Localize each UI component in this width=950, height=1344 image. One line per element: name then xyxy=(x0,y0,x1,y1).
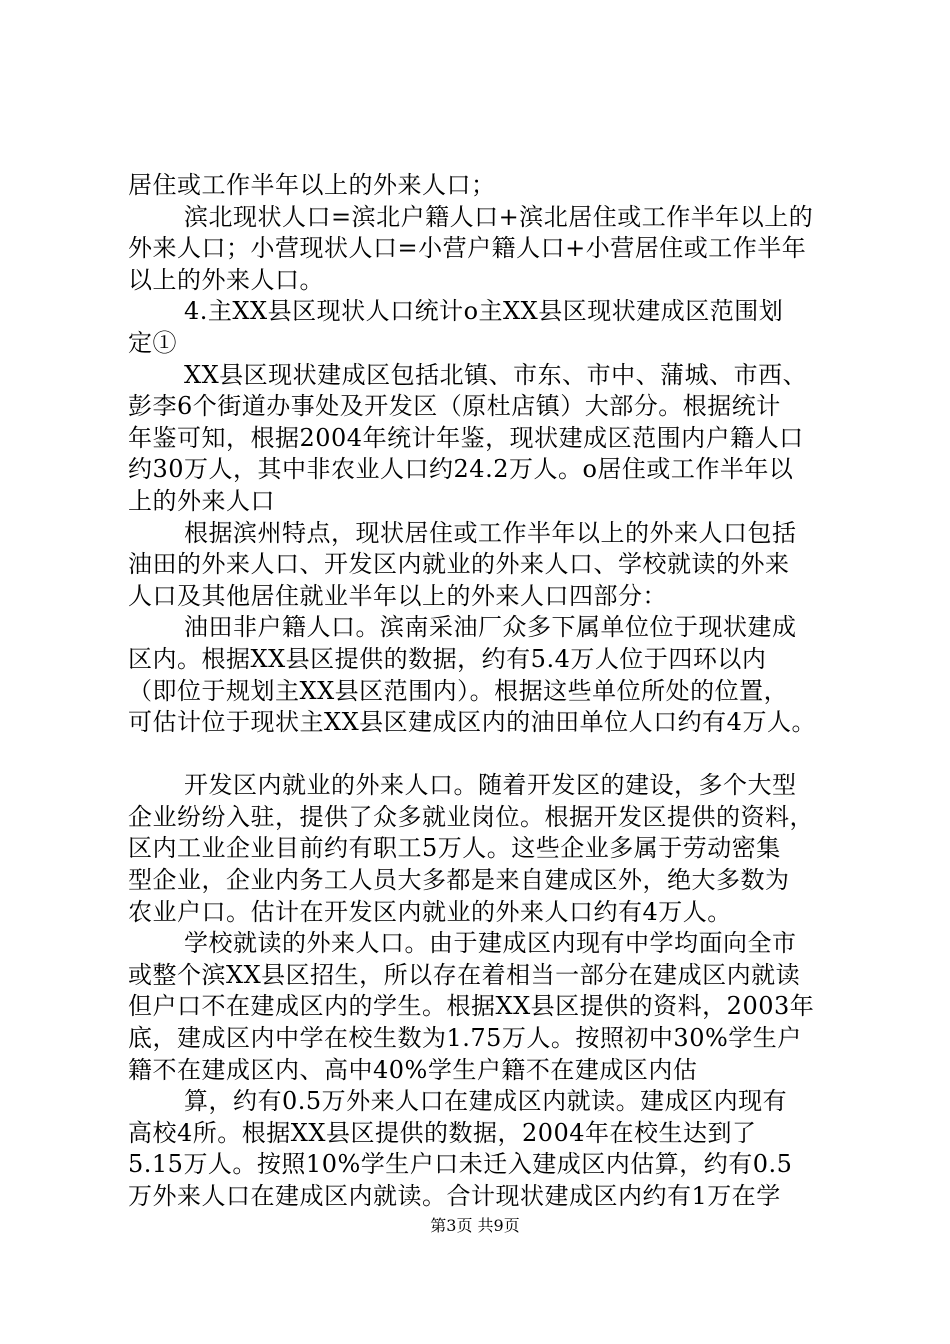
text-line: 区内。根据XX县区提供的数据，约有5.4万人位于四环以内 xyxy=(128,644,767,673)
text-line: 居住或工作半年以上的外来人口； xyxy=(128,171,496,199)
text-line: 外来人口；小营现状人口=小营户籍人口+小营居住或工作半年 xyxy=(128,234,807,263)
text-line: 滨北现状人口=滨北户籍人口+滨北居住或工作半年以上的 xyxy=(184,202,814,231)
text-line: 籍不在建成区内、高中40%学生户籍不在建成区内估 xyxy=(128,1055,698,1084)
text-line: 彭李6个街道办事处及开发区（原杜店镇）大部分。根据统计 xyxy=(128,392,781,421)
text-line: 定① xyxy=(128,328,177,357)
text-line: 油田非户籍人口。滨南采油厂众多下属单位位于现状建成 xyxy=(184,613,797,642)
page-number-label: 第3页 共9页 xyxy=(430,1216,520,1235)
text-line: 可估计位于现状主XX县区建成区内的油田单位人口约有4万人。 xyxy=(128,708,816,737)
text-line: 年鉴可知，根据2004年统计年鉴，现状建成区范围内户籍人口 xyxy=(128,423,804,452)
text-line: 开发区内就业的外来人口。随着开发区的建设，多个大型 xyxy=(184,771,797,800)
blank-line xyxy=(128,739,834,771)
text-line: 万外来人口在建成区内就读。合计现状建成区内约有1万在学 xyxy=(128,1182,781,1210)
text-line: 企业纷纷入驻，提供了众多就业岗位。根据开发区提供的资料， xyxy=(128,802,814,831)
text-line: 油田的外来人口、开发区内就业的外来人口、学校就读的外来 xyxy=(128,550,790,579)
text-line: 人口及其他居住就业半年以上的外来人口四部分： xyxy=(128,581,667,610)
text-line: 以上的外来人口。 xyxy=(128,265,324,294)
text-line: 型企业，企业内务工人员大多都是来自建成区外，绝大多数为 xyxy=(128,866,790,895)
text-line: 或整个滨XX县区招生，所以存在着相当一部分在建成区内就读 xyxy=(128,960,801,989)
text-line: 根据滨州特点，现状居住或工作半年以上的外来人口包括 xyxy=(184,518,797,547)
text-line: 约30万人，其中非农业人口约24.2万人。o居住或工作半年以 xyxy=(128,455,794,484)
page-footer xyxy=(0,1216,950,1236)
text-line: XX县区现状建成区包括北镇、市东、市中、蒲城、市西、 xyxy=(184,360,808,389)
text-line: 学校就读的外来人口。由于建成区内现有中学均面向全市 xyxy=(184,929,797,958)
text-line: （即位于规划主XX县区范围内）。根据这些单位所处的位置， xyxy=(128,676,789,705)
text-line: 上的外来人口 xyxy=(128,486,275,515)
text-line: 算，约有0.5万外来人口在建成区内就读。建成区内现有 xyxy=(184,1087,788,1116)
text-line: 农业户口。估计在开发区内就业的外来人口约有4万人。 xyxy=(128,897,732,926)
text-line: 区内工业企业目前约有职工5万人。这些企业多属于劳动密集 xyxy=(128,834,781,863)
text-line: 4.主XX县区现状人口统计o主XX县区现状建成区范围划 xyxy=(184,297,784,326)
document-body xyxy=(128,170,834,1213)
text-line: 底，建成区内中学在校生数为1.75万人。按照初中30%学生户 xyxy=(128,1024,802,1053)
text-line: 但户口不在建成区内的学生。根据XX县区提供的资料，2003年 xyxy=(128,992,815,1021)
text-line: 高校4所。根据XX县区提供的数据，2004年在校生达到了 xyxy=(128,1118,757,1147)
text-line: 5.15万人。按照10%学生户口未迁入建成区内估算，约有0.5 xyxy=(128,1150,793,1179)
